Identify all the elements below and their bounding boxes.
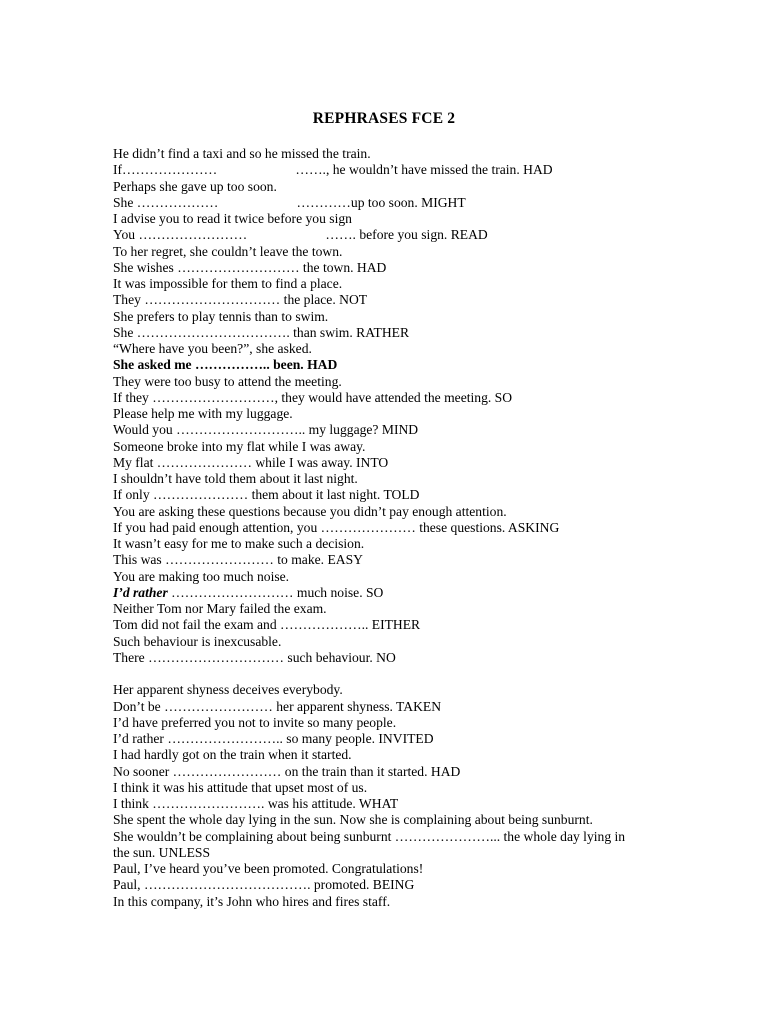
line-text: He didn’t find a taxi and so he missed the train. — [113, 146, 371, 161]
line-text: No sooner …………………… on the train than it started. HAD — [113, 763, 461, 779]
line-text: This was …………………… to make. EASY — [113, 552, 363, 568]
line-text: I think it was his attitude that upset most of us. — [113, 779, 368, 795]
text-line — [113, 390, 673, 406]
text-line — [113, 260, 673, 276]
text-line — [113, 601, 673, 617]
text-line — [113, 894, 673, 910]
line-text: Such behaviour is inexcusable. — [113, 633, 282, 649]
text-line — [113, 162, 673, 178]
line-text: If you had paid enough attention, you ………………… these questions. ASKING — [113, 519, 560, 535]
text-line — [113, 699, 673, 715]
text-line — [113, 276, 673, 292]
text-line — [113, 715, 673, 731]
line-text: I’d have preferred you not to invite so many people. — [113, 714, 397, 730]
line-text: You are asking these questions because you didn’t pay enough attention. — [113, 503, 507, 519]
text-line — [113, 731, 673, 747]
text-line — [113, 796, 673, 812]
line-text: She ……………………………. than swim. RATHER — [113, 324, 410, 340]
text-line — [113, 552, 673, 568]
line-text: If only ………………… them about it last night. TOLD — [113, 487, 420, 503]
line-text: It was impossible for them to find a place. — [113, 276, 343, 291]
line-text: In this company, it’s John who hires and fires staff. — [113, 893, 391, 909]
line-text: I’d rather — [113, 584, 168, 600]
line-text: She wishes ……………………… the town. HAD — [113, 259, 387, 275]
text-line — [113, 455, 673, 471]
line-text: Someone broke into my flat while I was away. — [113, 438, 366, 454]
text-line — [113, 471, 673, 487]
line-text: They ………………………… the place. NOT — [113, 292, 368, 308]
line-text: Please help me with my luggage. — [113, 406, 293, 421]
line-text: I think ……………………. was his attitude. WHAT — [113, 796, 399, 811]
text-line — [113, 211, 673, 227]
blank-line — [113, 666, 673, 682]
line-text: Tom did not fail the exam and ……………….. EITHER — [113, 617, 421, 633]
text-line — [113, 764, 673, 780]
text-line — [113, 829, 643, 862]
line-text: She asked me …………….. been. HAD — [113, 357, 338, 373]
page-title: REPHRASES FCE 2 — [312, 110, 456, 127]
text-line — [113, 309, 673, 325]
line-text: Paul, ………………………………. promoted. BEING — [113, 877, 415, 893]
text-line — [113, 780, 673, 796]
text-line — [113, 747, 673, 763]
line-text: She wouldn’t be complaining about being sunburnt …………………... the whole day lying in the sun. UNLESS — [113, 828, 626, 860]
text-line — [113, 179, 673, 195]
text-line — [113, 357, 673, 373]
text-line — [113, 244, 673, 260]
text-line — [113, 439, 673, 455]
text-line — [113, 422, 673, 438]
line-text: I advise you to read it twice before you sign — [113, 211, 352, 226]
text-line — [113, 341, 673, 357]
line-text: If………………… ……., he wouldn’t have missed the train. HAD — [113, 162, 553, 178]
text-line — [113, 146, 673, 162]
text-line — [113, 504, 673, 520]
line-text: Paul, I’ve heard you’ve been promoted. Congratulations! — [113, 861, 424, 876]
text-line — [113, 325, 673, 341]
line-text: Neither Tom nor Mary failed the exam. — [113, 601, 327, 616]
exercise-list — [113, 146, 673, 910]
line-text: I had hardly got on the train when it started. — [113, 747, 352, 763]
line-text-continuation: ……………………… much noise. SO — [167, 584, 384, 600]
text-line — [113, 406, 673, 422]
text-line — [113, 487, 673, 503]
line-text: Her apparent shyness deceives everybody. — [113, 682, 343, 698]
line-text: They were too busy to attend the meeting. — [113, 373, 342, 389]
line-text: There ………………………… such behaviour. NO — [113, 649, 396, 665]
text-line — [113, 877, 673, 893]
text-line — [113, 861, 673, 877]
line-text: If they ………………………, they would have attended the meeting. SO — [113, 389, 513, 405]
line-text: Perhaps she gave up too soon. — [113, 178, 277, 194]
text-line — [113, 195, 673, 211]
line-text: She spent the whole day lying in the sun. Now she is complaining about being sunburnt. — [113, 812, 593, 828]
text-line — [113, 520, 673, 536]
text-line — [113, 569, 673, 585]
line-text: She prefers to play tennis than to swim. — [113, 308, 329, 324]
text-line — [113, 617, 673, 633]
text-line — [113, 812, 673, 828]
line-text: I’d rather …………………….. so many people. INVITED — [113, 731, 434, 746]
line-text: She ……………… …………up too soon. MIGHT — [113, 194, 466, 210]
text-line — [113, 650, 673, 666]
line-text: You are making too much noise. — [113, 568, 290, 584]
line-text: To her regret, she couldn’t leave the town. — [113, 243, 343, 259]
text-line — [113, 634, 673, 650]
line-text: “Where have you been?”, she asked. — [113, 341, 312, 356]
line-text: I shouldn’t have told them about it last night. — [113, 471, 358, 486]
line-text: It wasn’t easy for me to make such a decision. — [113, 536, 365, 551]
text-line — [113, 292, 673, 308]
text-line — [113, 374, 673, 390]
text-line — [113, 682, 673, 698]
text-line — [113, 585, 673, 601]
line-text: My flat ………………… while I was away. INTO — [113, 454, 389, 470]
text-line — [113, 536, 673, 552]
line-text: Would you ……………………….. my luggage? MIND — [113, 422, 419, 438]
line-text: You …………………… ……. before you sign. READ — [113, 227, 488, 243]
line-text: Don’t be …………………… her apparent shyness. TAKEN — [113, 698, 442, 714]
text-line — [113, 227, 673, 243]
